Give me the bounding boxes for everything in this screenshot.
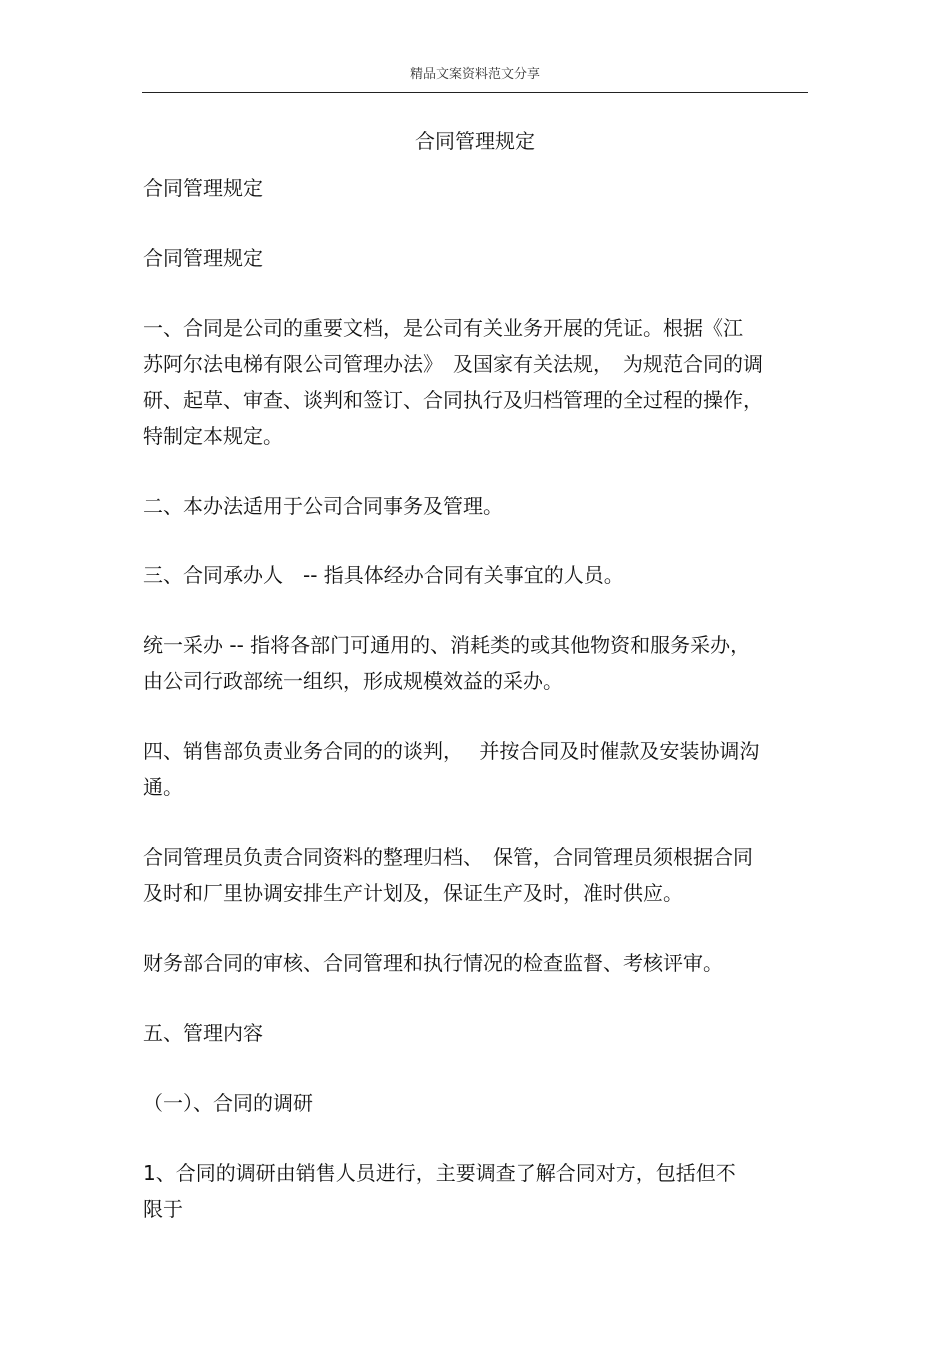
page-header: 精品文案资料范文分享 (142, 64, 808, 93)
paragraph-section-1-heading: （一）、合同的调研 (143, 1091, 313, 1115)
paragraph-finance-dept: 财务部合同的审核、合同管理和执行情况的检查监督、考核评审。 (143, 951, 723, 975)
paragraph-subtitle-2: 合同管理规定 (143, 246, 263, 270)
paragraph-item-1: 1、合同的调研由销售人员进行，主要调查了解合同对方，包括但不 限于 (143, 1161, 736, 1221)
document-title: 合同管理规定 (415, 129, 535, 153)
paragraph-article-2: 二、本办法适用于公司合同事务及管理。 (143, 494, 503, 518)
paragraph-article-5-heading: 五、管理内容 (143, 1021, 263, 1045)
paragraph-subtitle-1: 合同管理规定 (143, 176, 263, 200)
paragraph-contract-administrator: 合同管理员负责合同资料的整理归档、 保管，合同管理员须根据合同 及时和厂里协调安排生产计划及，保证生产及时，准时供应。 (143, 845, 753, 905)
paragraph-article-3: 三、合同承办人 -- 指具体经办合同有关事宜的人员。 (143, 563, 624, 587)
paragraph-article-4: 四、销售部负责业务合同的的谈判， 并按合同及时催款及安装协调沟 通。 (143, 739, 760, 799)
paragraph-unified-procurement: 统一采办 -- 指将各部门可通用的、消耗类的或其他物资和服务采办， 由公司行政部统一组织，形成规模效益的采办。 (143, 633, 751, 693)
paragraph-article-1: 一、合同是公司的重要文档，是公司有关业务开展的凭证。根据《江 苏阿尔法电梯有限公司管理办法》 及国家有关法规， 为规范合同的调 研、起草、审查、谈判和签订、合同执行及归档管理的全过程的操作， 特制定本规定。 (143, 316, 763, 448)
